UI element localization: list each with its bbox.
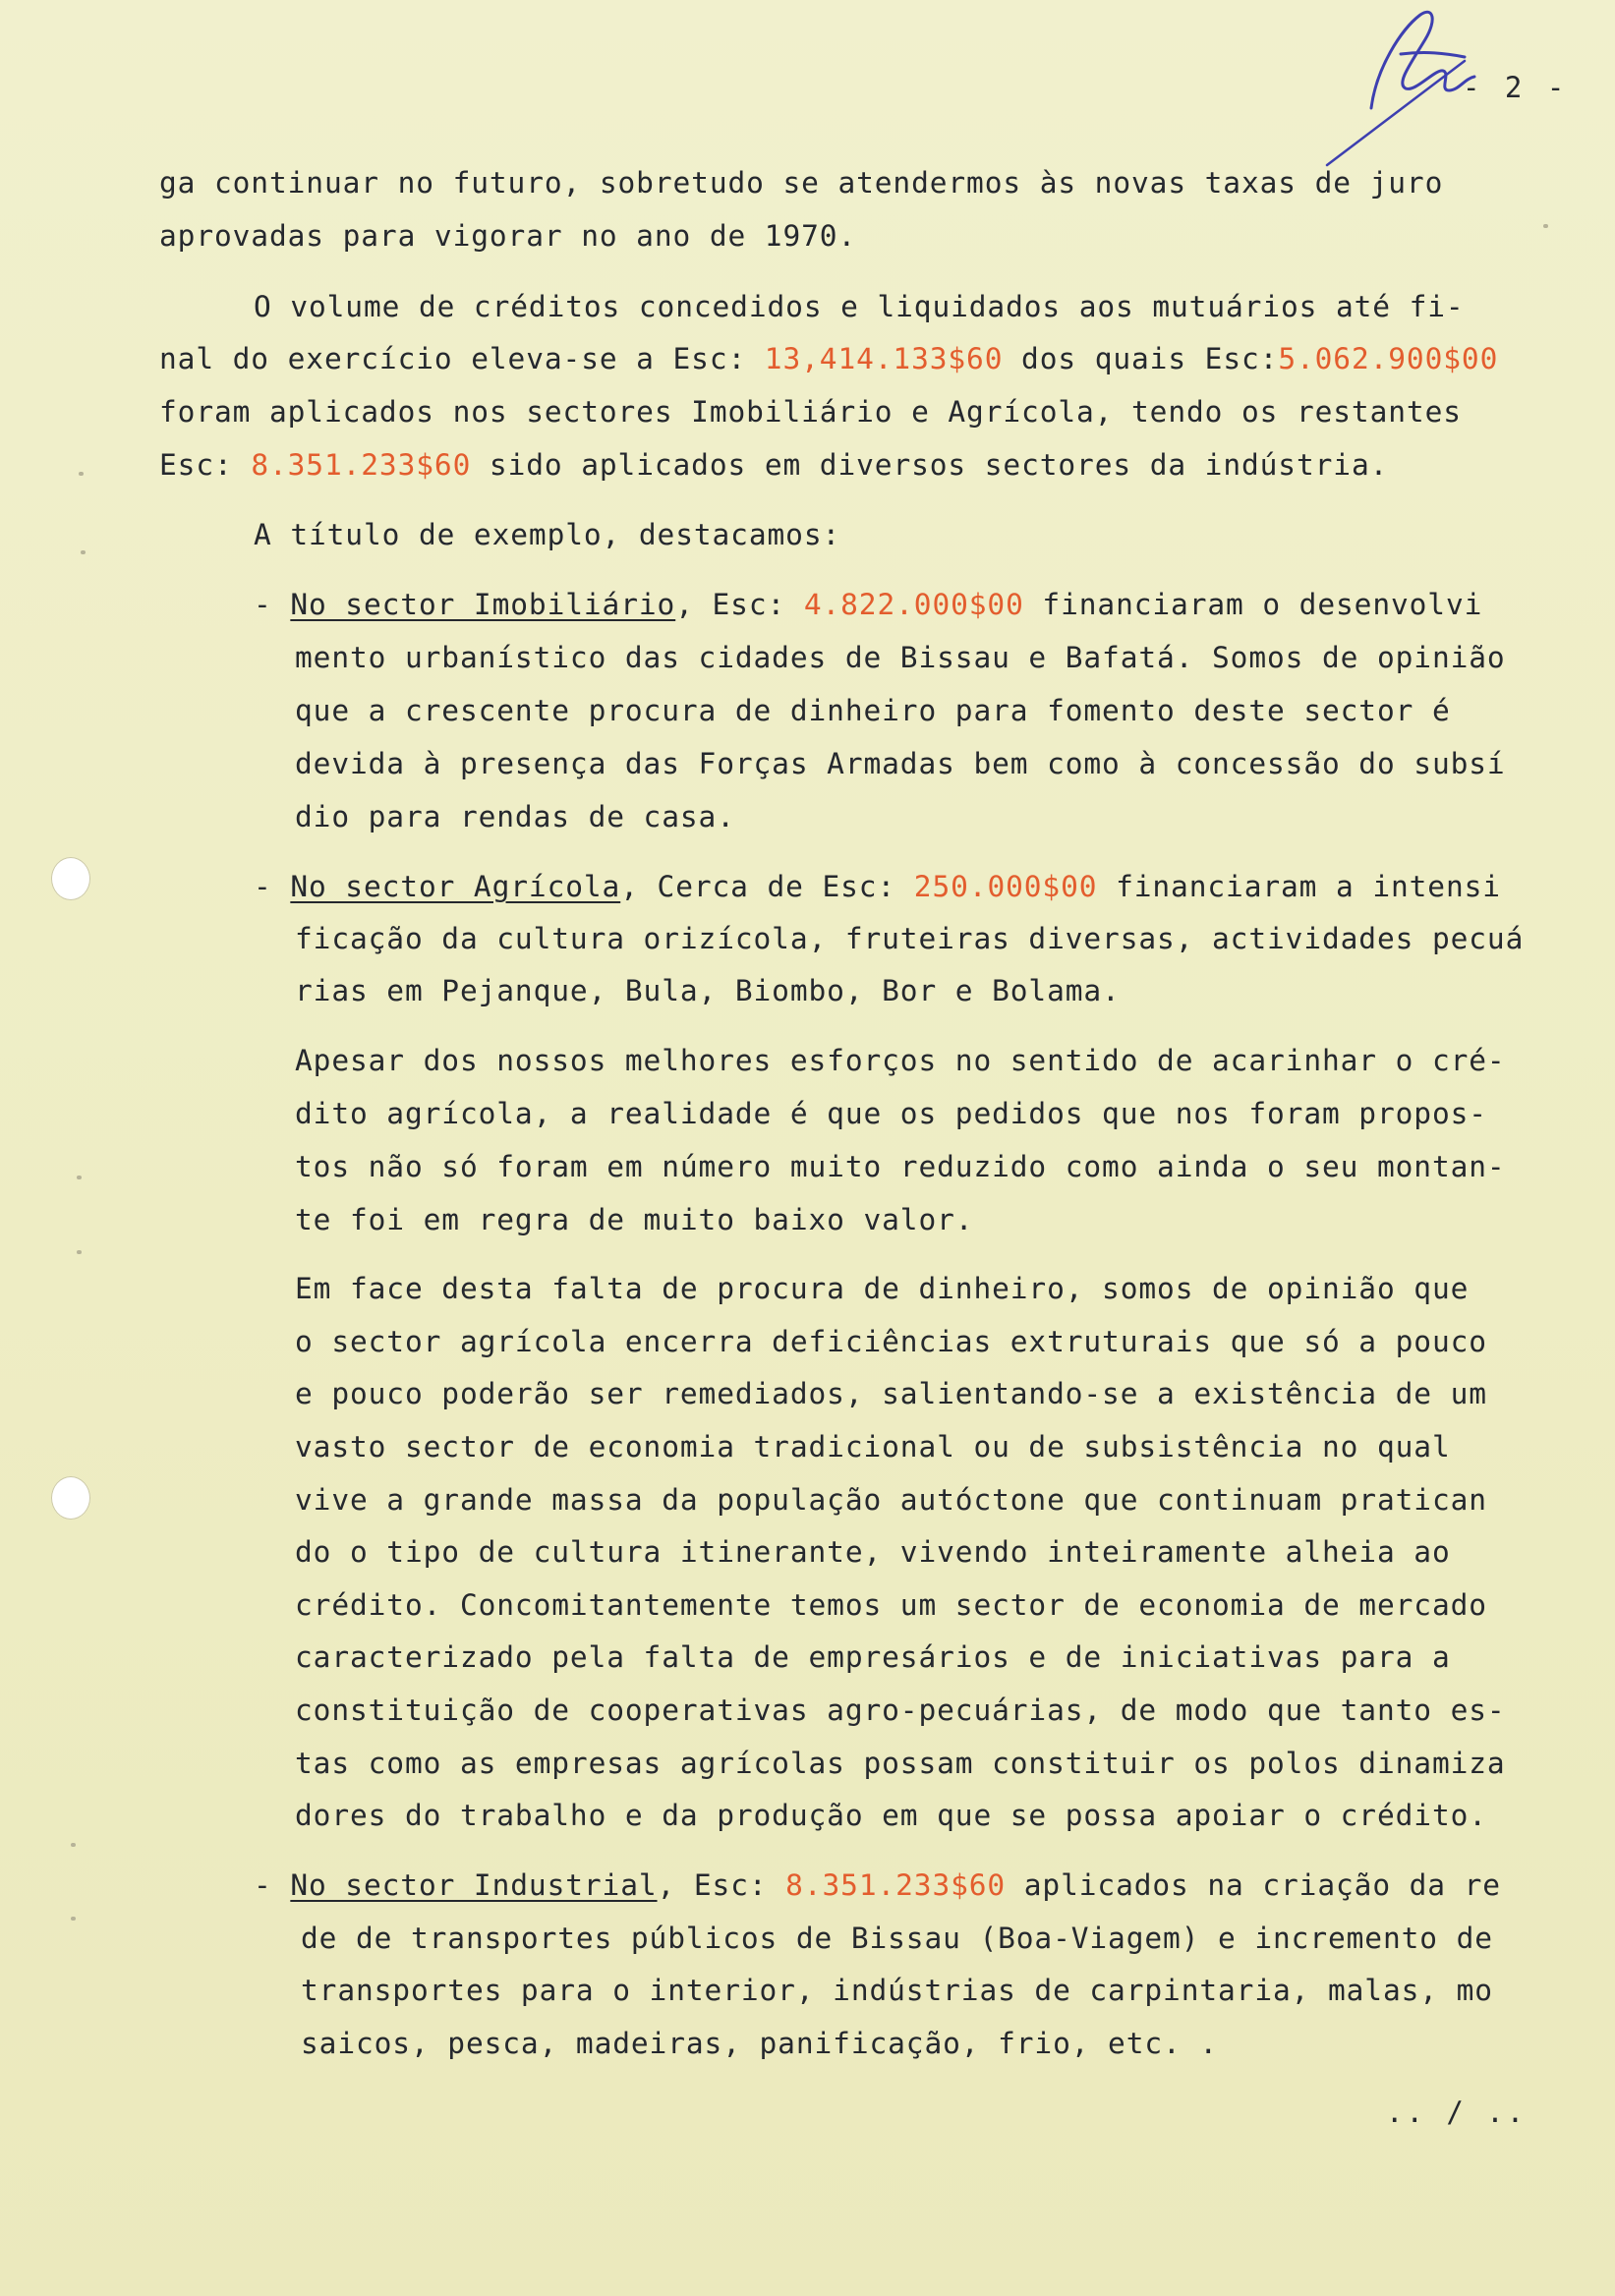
bullet-imobiliario: - No sector Imobiliário, Esc: 4.822.000$00 financiaram o desenvolvi [254, 588, 1483, 621]
text-line: foram aplicados nos sectores Imobiliário e Agrícola, tendo os restantes [159, 395, 1462, 429]
text-line: tas como as empresas agrícolas possam constituir os polos dinamiza [295, 1747, 1506, 1780]
paper-speck [79, 472, 84, 476]
paper-speck [1543, 224, 1548, 228]
text-line: nal do exercício eleva-se a Esc: 13,414.133$60 dos quais Esc:5.062.900$00 [159, 342, 1499, 375]
amount-total: 13,414.133$60 [764, 342, 1004, 375]
text-line: vive a grande massa da população autóctone que continuam pratican [295, 1483, 1487, 1517]
text-line: transportes para o interior, indústrias de carpintaria, malas, mo [301, 1974, 1493, 2007]
text-line: o sector agrícola encerra deficiências extruturais que só a pouco [295, 1325, 1487, 1358]
section-heading: No sector Industrial [290, 1868, 658, 1902]
amount-agricola: 250.000$00 [913, 870, 1098, 903]
text-line: te foi em regra de muito baixo valor. [295, 1203, 974, 1236]
page-number: - 2 - [1463, 71, 1569, 104]
text-line: devida à presença das Forças Armadas bem como à concessão do subsí [295, 747, 1506, 780]
text-line: do o tipo de cultura itinerante, vivendo inteiramente alheia ao [295, 1535, 1451, 1569]
punch-hole-top [51, 857, 90, 900]
text-line: aprovadas para vigorar no ano de 1970. [159, 219, 857, 253]
bullet-agricola: - No sector Agrícola, Cerca de Esc: 250.000$00 financiaram a intensi [254, 870, 1501, 903]
paper-speck [71, 1917, 76, 1921]
text-line: vasto sector de economia tradicional ou de subsistência no qual [295, 1430, 1451, 1464]
amount-imobiliario: 4.822.000$00 [803, 588, 1024, 621]
text-line: Esc: 8.351.233$60 sido aplicados em diversos sectores da indústria. [159, 448, 1389, 482]
amount-imobiliario-agricola: 5.062.900$00 [1278, 342, 1499, 375]
paper-speck [77, 1250, 82, 1254]
paper-speck [77, 1176, 82, 1179]
amount-industria: 8.351.233$60 [251, 448, 472, 482]
text-line: constituição de cooperativas agro-pecuárias, de modo que tanto es- [295, 1693, 1506, 1727]
amount-industrial: 8.351.233$60 [785, 1868, 1007, 1902]
section-heading: No sector Agrícola [290, 870, 621, 903]
text-line: de de transportes públicos de Bissau (Boa-Viagem) e incremento de [301, 1922, 1493, 1955]
text-line: tos não só foram em número muito reduzido como ainda o seu montan- [295, 1150, 1506, 1183]
punch-hole-bottom [51, 1476, 90, 1520]
text-line: caracterizado pela falta de empresários e de iniciativas para a [295, 1640, 1451, 1674]
text-line: ficação da cultura orizícola, fruteiras diversas, actividades pecuá [295, 922, 1525, 955]
text-line: rias em Pejanque, Bula, Biombo, Bor e Bolama. [295, 974, 1121, 1007]
continuation-mark: .. / .. [1386, 2095, 1528, 2129]
text-line: dio para rendas de casa. [295, 800, 735, 833]
section-heading: No sector Imobiliário [290, 588, 676, 621]
text-line: ga continuar no futuro, sobretudo se atendermos às novas taxas de juro [159, 166, 1444, 200]
text-line: e pouco poderão ser remediados, salientando-se a existência de um [295, 1377, 1487, 1410]
text-line: dito agrícola, a realidade é que os pedidos que nos foram propos- [295, 1097, 1487, 1130]
text-line: saicos, pesca, madeiras, panificação, frio, etc. . [301, 2027, 1219, 2060]
text-line: mento urbanístico das cidades de Bissau e Bafatá. Somos de opinião [295, 641, 1506, 674]
text-line: O volume de créditos concedidos e liquidados aos mutuários até fi- [254, 290, 1465, 323]
paper-speck [81, 550, 86, 554]
bullet-industrial: - No sector Industrial, Esc: 8.351.233$60 aplicados na criação da re [254, 1868, 1501, 1902]
paper-speck [71, 1843, 76, 1847]
text-line: que a crescente procura de dinheiro para fomento deste sector é [295, 694, 1451, 727]
text-line: A título de exemplo, destacamos: [254, 518, 841, 551]
text-line: dores do trabalho e da produção em que se possa apoiar o crédito. [295, 1799, 1487, 1832]
text-line: Apesar dos nossos melhores esforços no sentido de acarinhar o cré- [295, 1044, 1506, 1077]
text-line: Em face desta falta de procura de dinheiro, somos de opinião que [295, 1272, 1470, 1305]
text-line: crédito. Concomitantemente temos um sector de economia de mercado [295, 1588, 1487, 1622]
